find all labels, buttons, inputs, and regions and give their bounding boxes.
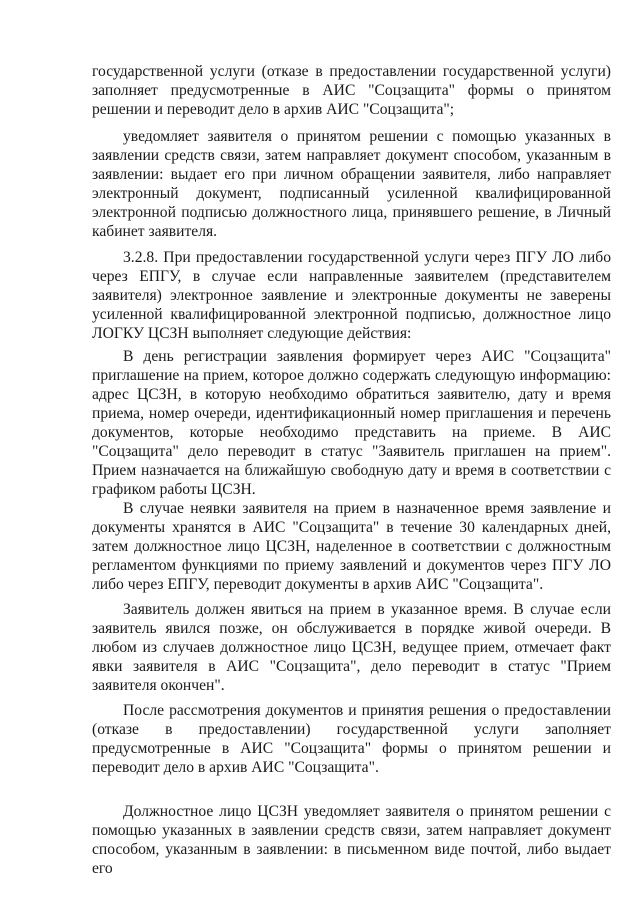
paragraph-5: [92, 499, 611, 594]
paragraph-8: [92, 802, 611, 878]
paragraph-text: Заявитель должен явиться на прием в указанное время. В случае если заявитель явился позже, он обслуживается в порядке живой очереди. В любом из случаев должностное лицо ЦСЗН, ведущее прием, отмечает факт явки заявителя в АИС "Соцзащита", дело переводит в статус "Прием заявителя окончен".: [92, 601, 611, 694]
paragraph-text: уведомляет заявителя о принятом решении с помощью указанных в заявлении средств связи, затем направляет документ способом, указанным в заявлении: выдает его при личном обращении заявителя, либо направляет электронный документ, подписанный усиленной квалифицированной электронной подписью должностного лица, принявшего решение, в Личный кабинет заявителя.: [92, 128, 611, 240]
paragraph-6: [92, 600, 611, 695]
paragraph-text: государственной услуги (отказе в предоставлении государственной услуги) заполняет предусмотренные в АИС "Соцзащита" формы о принятом решении и переводит дело в архив АИС "Соцзащита";: [92, 63, 611, 118]
paragraph-3: [92, 248, 611, 343]
paragraph-1: [92, 62, 611, 119]
paragraph-2: [92, 127, 611, 241]
paragraph-text: 3.2.8. При предоставлении государственной услуги через ПГУ ЛО либо через ЕПГУ, в случае если направленные заявителем (представителем заявителя) электронное заявление и электронные документы не заверены усиленной квалифицированной электронной подписью, должностное лицо ЛОГКУ ЦСЗН выполняет следующие действия:: [92, 249, 611, 342]
paragraph-text: Должностное лицо ЦСЗН уведомляет заявителя о принятом решении с помощью указанных в заявлении средств связи, затем направляет документ способом, указанным в заявлении: в письменном виде почтой, либо выдает его: [92, 803, 611, 877]
paragraph-text: В случае неявки заявителя на прием в назначенное время заявление и документы хранятся в АИС "Соцзащита" в течение 30 календарных дней, затем должностное лицо ЦСЗН, наделенное в соответствии с должностным регламентом функциями по приему заявлений и документов через ПГУ ЛО либо через ЕПГУ, переводит документы в архив АИС "Соцзащита".: [92, 500, 611, 593]
paragraph-text: После рассмотрения документов и принятия решения о предоставлении (отказе в предоставлении) государственной услуги заполняет предусмотренные в АИС "Соцзащита" формы о принятом решении и переводит дело в архив АИС "Соцзащита".: [92, 702, 611, 776]
paragraph-text: В день регистрации заявления формирует через АИС "Соцзащита" приглашение на прием, которое должно содержать следующую информацию: адрес ЦСЗН, в которую необходимо обратиться заявителю, дату и время приема, номер очереди, идентификационный номер приглашения и перечень документов, которые необходимо представить на приеме. В АИС "Соцзащита" дело переводит в статус "Заявитель приглашен на прием". Прием назначается на ближайшую свободную дату и время в соответствии с графиком работы ЦСЗН.: [92, 348, 611, 498]
paragraph-7: [92, 701, 611, 777]
paragraph-4: [92, 347, 611, 499]
